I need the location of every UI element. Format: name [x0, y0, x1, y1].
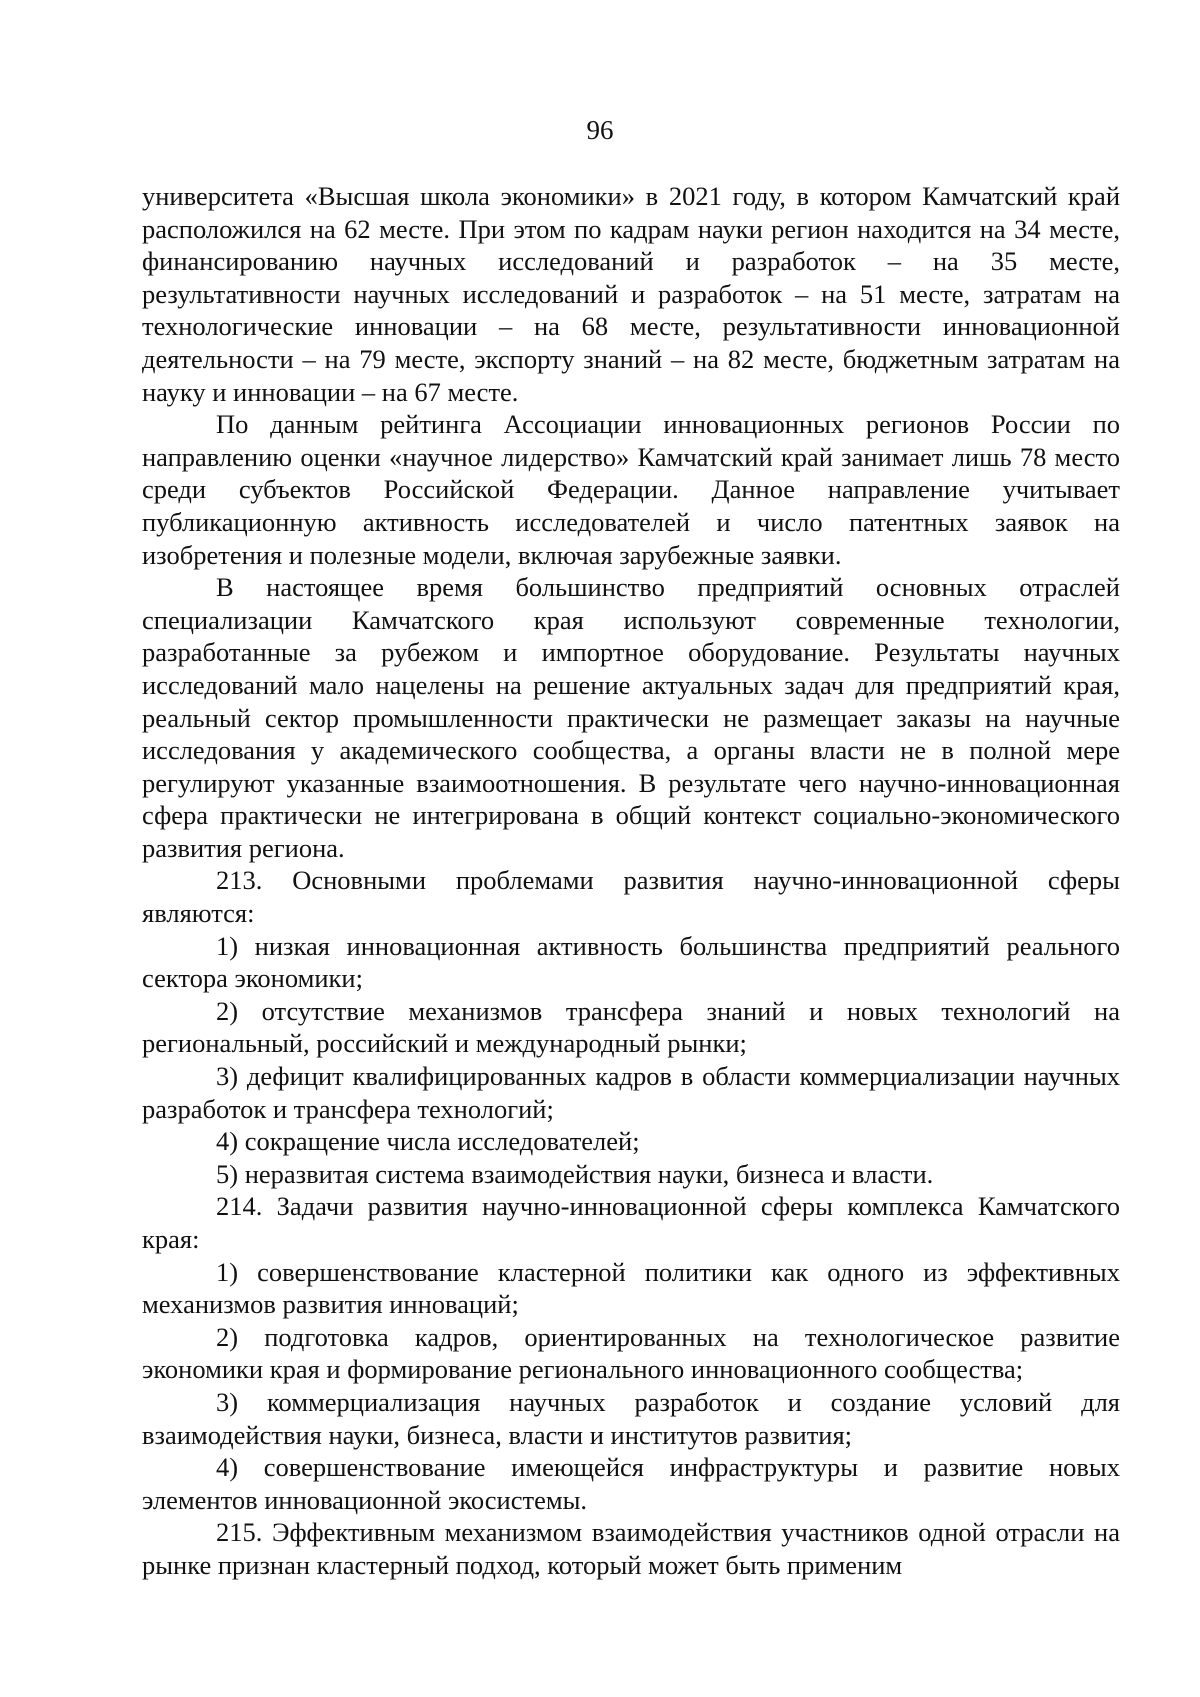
paragraph-213-heading: 213. Основными проблемами развития научно-инновационной сферы являются: — [142, 865, 1120, 929]
problem-item-1: 1) низкая инновационная активность большинства предприятий реального сектора экономики; — [142, 930, 1120, 994]
paragraph-215: 215. Эффективным механизмом взаимодействия участников одной отрасли на рынке признан кластерный подход, который может быть применим — [142, 1517, 1120, 1580]
paragraph-continued: университета «Высшая школа экономики» в 2021 году, в котором Камчатский край расположился на 62 месте. При этом по кадрам науки регион находится на 34 месте, финансированию научных исследований и разработок – на 35 месте, результативности научных исследований и разработок – на 51 месте, затратам на технологические инновации – на 68 месте, результативности инновационной деятельности – на 79 месте, экспорту знаний – на 82 месте, бюджетным затратам на науку и инновации – на 67 месте. — [142, 181, 1120, 407]
task-item-1: 1) совершенствование кластерной политики как одного из эффективных механизмов развития инноваций; — [142, 1256, 1120, 1320]
problem-item-2: 2) отсутствие механизмов трансфера знаний и новых технологий на региональный, российский и международный рынки; — [142, 995, 1120, 1059]
problem-item-3: 3) дефицит квалифицированных кадров в области коммерциализации научных разработок и трансфера технологий; — [142, 1061, 1120, 1124]
problem-item-4: 4) сокращение числа исследователей; — [216, 1126, 640, 1157]
task-item-4: 4) совершенствование имеющейся инфраструктуры и развитие новых элементов инновационной экосистемы. — [142, 1452, 1120, 1515]
task-item-3: 3) коммерциализация научных разработок и создание условий для взаимодействия науки, бизнеса, власти и институтов развития; — [142, 1386, 1120, 1450]
page-number: 96 — [586, 115, 614, 145]
paragraph-rating-association: По данным рейтинга Ассоциации инновационных регионов России по направлению оценки «научное лидерство» Камчатский край занимает лишь 78 место среди субъектов Российской Федерации. Данное направление учитывает публикационную активность исследователей и число патентных заявок на изобретения и полезные модели, включая зарубежные заявки. — [142, 409, 1120, 570]
task-item-2: 2) подготовка кадров, ориентированных на технологическое развитие экономики края и формирование регионального инновационного сообщества; — [142, 1321, 1120, 1385]
problem-item-5: 5) неразвитая система взаимодействия науки, бизнеса и власти. — [216, 1158, 934, 1189]
document-body — [142, 180, 1120, 1582]
paragraph-214-heading: 214. Задачи развития научно-инновационной сферы комплекса Камчатского края: — [142, 1191, 1120, 1254]
paragraph-current-state: В настоящее время большинство предприятий основных отраслей специализации Камчатского края используют современные технологии, разработанные за рубежом и импортное оборудование. Результаты научных исследований мало нацелены на решение актуальных задач для предприятий края, реальный сектор промышленности практически не размещает заказы на научные исследования у академического сообщества, а органы власти не в полной мере регулируют указанные взаимоотношения. В результате чего научно-инновационная сфера практически не интегрирована в общий контекст социально-экономического развития региона. — [142, 572, 1120, 863]
